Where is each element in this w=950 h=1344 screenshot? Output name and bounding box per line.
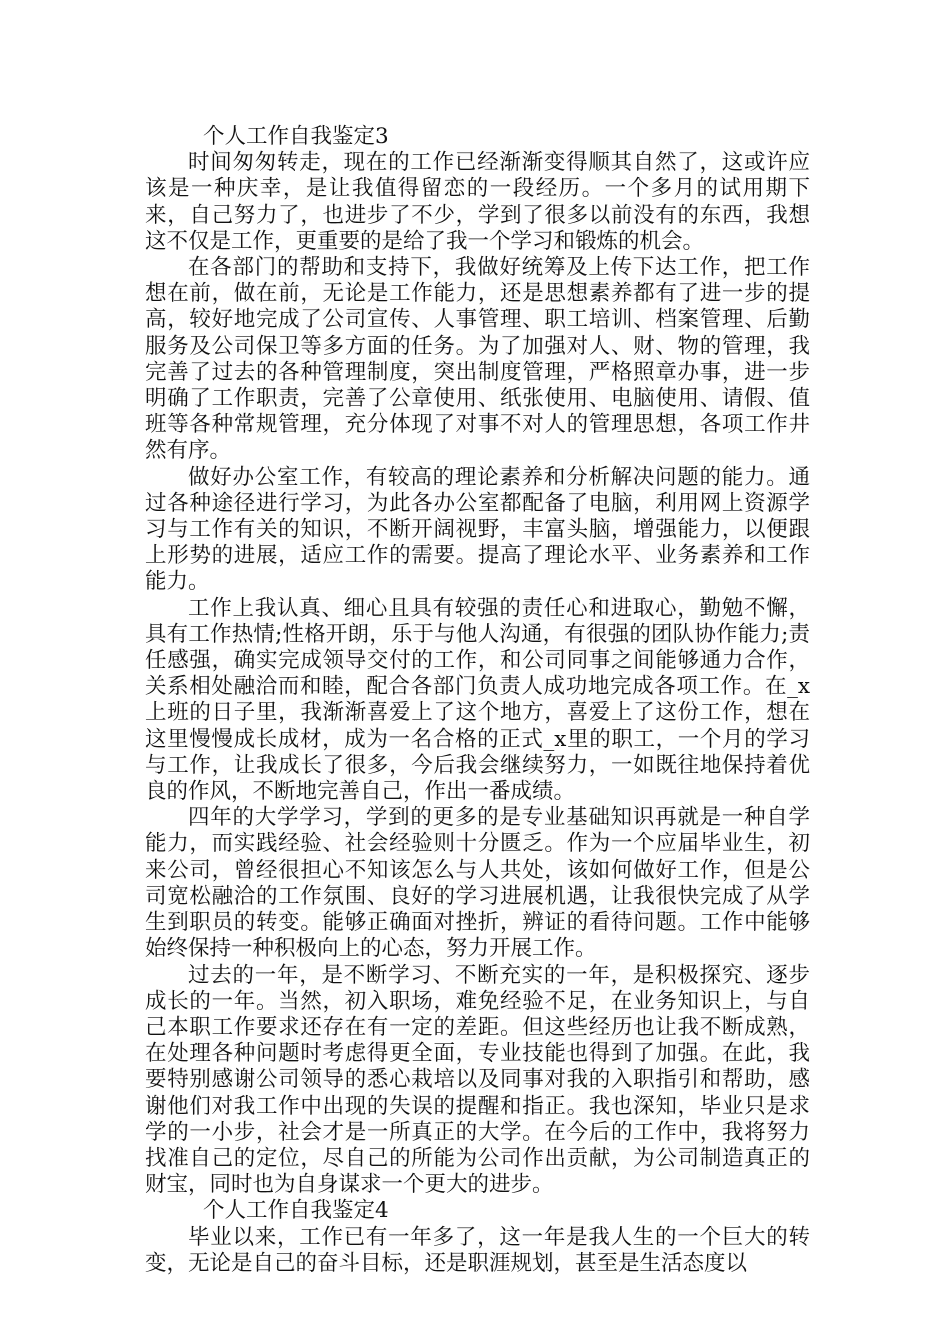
paragraph: 四年的大学学习，学到的更多的是专业基础知识再就是一种自学能力，而实践经验、社会经验则十分匮乏。作为一个应届毕业生，初来公司，曾经很担心不知该怎么与人共处，该如何做好工作，但是公司宽松融洽的工作氛围、良好的学习进展机遇，让我很快完成了从学生到职员的转变。能够正确面对挫折，辨证的看待问题。工作中能够始终保持一种积极向上的心态，努力开展工作。 <box>145 805 810 962</box>
document-body <box>145 124 810 1277</box>
section-heading-4: 个人工作自我鉴定4 <box>203 1198 389 1224</box>
paragraph: 工作上我认真、细心且具有较强的责任心和进取心，勤勉不懈，具有工作热情;性格开朗，乐于与他人沟通，有很强的团队协作能力;责任感强，确实完成领导交付的工作，和公司同事之间能够通力合作，关系相处融洽而和睦，配合各部门负责人成功地完成各项工作。在_x上班的日子里，我渐渐喜爱上了这个地方，喜爱上了这份工作，想在这里慢慢成长成材，成为一名合格的正式_x里的职工，一个月的学习与工作，让我成长了很多，今后我会继续努力，一如既往地保持着优良的作风，不断地完善自己，作出一番成绩。 <box>145 595 810 805</box>
paragraph: 做好办公室工作，有较高的理论素养和分析解决问题的能力。通过各种途径进行学习，为此各办公室都配备了电脑，利用网上资源学习与工作有关的知识，不断开阔视野，丰富头脑，增强能力，以便跟上形势的进展，适应工作的需要。提高了理论水平、业务素养和工作能力。 <box>145 464 810 595</box>
paragraph: 毕业以来，工作已有一年多了，这一年是我人生的一个巨大的转变，无论是自己的奋斗目标，还是职涯规划，甚至是生活态度以 <box>145 1224 810 1276</box>
paragraph: 时间匆匆转走，现在的工作已经渐渐变得顺其自然了，这或许应该是一种庆幸，是让我值得留恋的一段经历。一个多月的试用期下来，自己努力了，也进步了不少，学到了很多以前没有的东西，我想这不仅是工作，更重要的是给了我一个学习和锻炼的机会。 <box>145 150 810 254</box>
paragraph: 在各部门的帮助和支持下，我做好统筹及上传下达工作，把工作想在前，做在前，无论是工作能力，还是思想素养都有了进一步的提高，较好地完成了公司宣传、人事管理、职工培训、档案管理、后勤服务及公司保卫等多方面的任务。为了加强对人、财、物的管理，我完善了过去的各种管理制度，突出制度管理，严格照章办事，进一步明确了工作职责，完善了公章使用、纸张使用、电脑使用、请假、值班等各种常规管理，充分体现了对事不对人的管理思想，各项工作井然有序。 <box>145 255 810 464</box>
section-heading-3: 个人工作自我鉴定3 <box>203 124 389 149</box>
paragraph: 过去的一年，是不断学习、不断充实的一年，是积极探究、逐步成长的一年。当然，初入职场，难免经验不足，在业务知识上，与自己本职工作要求还存在有一定的差距。但这些经历也让我不断成熟，在处理各种问题时考虑得更全面，专业技能也得到了加强。在此，我要特别感谢公司领导的悉心栽培以及同事对我的入职指引和帮助，感谢他们对我工作中出现的失误的提醒和指正。我也深知，毕业只是求学的一小步，社会才是一所真正的大学。在今后的工作中，我将努力找准自己的定位，尽自己的所能为公司作出贡献，为公司制造真正的财宝，同时也为自身谋求一个更大的进步。 <box>145 962 810 1198</box>
